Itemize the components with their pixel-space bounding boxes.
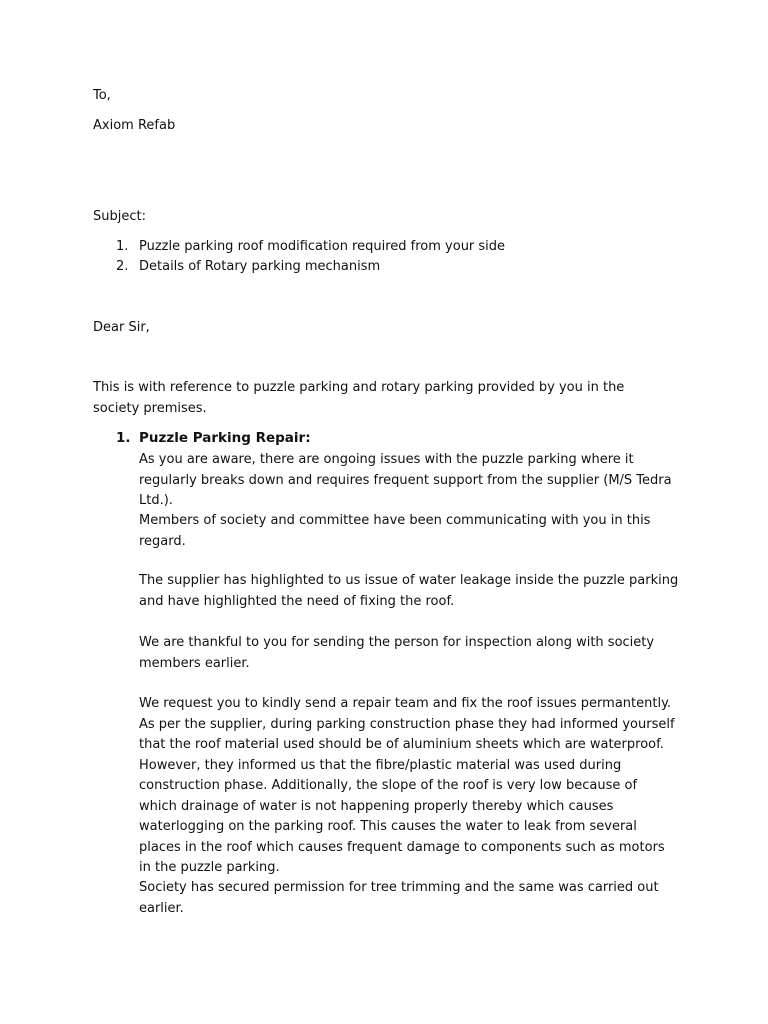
- salutation: Dear Sir,: [93, 320, 150, 335]
- section-1-number: 1.: [116, 430, 131, 446]
- section-1-paragraph-6: Society has secured permission for tree trimming and the same was carried out earlier.: [139, 880, 659, 916]
- subject-item-1-number: 1.: [116, 239, 129, 254]
- section-1-paragraph-1: As you are aware, there are ongoing issues with the puzzle parking where it regularly breaks down and requires frequent support from the supplier (M/S Tedra Ltd.).: [139, 452, 672, 508]
- subject-label: Subject:: [93, 209, 146, 224]
- subject-item-1-text: Puzzle parking roof modification required from your side: [139, 239, 506, 254]
- section-1-paragraph-5: We request you to kindly send a repair team and fix the roof issues permantently. As per the supplier, during parking construction phase they had informed yourself that the roof material used should be of aluminium sheets which are waterproof. However, they informed us that the fibre/plastic material was used during construction phase. Additionally, the slope of the roof is very low because of which drainage of water is not happening properly thereby which causes waterlogging on the parking roof. This causes the water to leak from several places in the roof which causes frequent damage to components such as motors in the puzzle parking.: [139, 696, 675, 875]
- to-line: To,: [93, 88, 111, 103]
- section-1-paragraph-3: The supplier has highlighted to us issue of water leakage inside the puzzle parking and have highlighted the need of fixing the roof.: [139, 573, 679, 609]
- recipient-name: Axiom Refab: [93, 118, 176, 133]
- section-1-paragraph-2: Members of society and committee have been communicating with you in this regard.: [139, 513, 651, 549]
- subject-item-2-number: 2.: [116, 259, 129, 274]
- section-1-paragraph-4: We are thankful to you for sending the person for inspection along with society members earlier.: [139, 635, 655, 671]
- intro-paragraph: This is with reference to puzzle parking and rotary parking provided by you in the society premises.: [93, 380, 625, 416]
- section-1-heading: Puzzle Parking Repair:: [139, 430, 311, 446]
- subject-item-2-text: Details of Rotary parking mechanism: [139, 259, 381, 274]
